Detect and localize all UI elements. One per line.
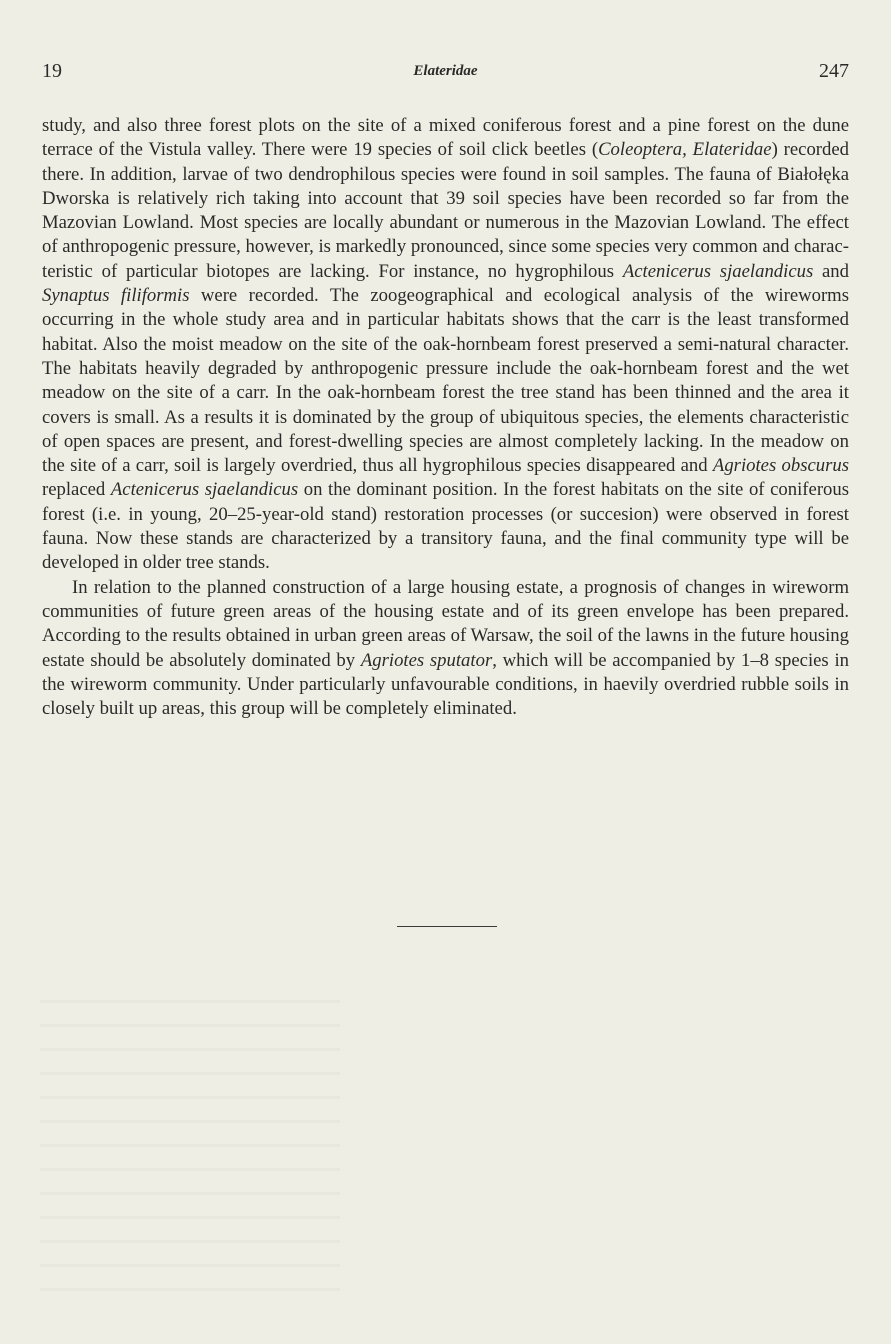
left-page-number: 19 bbox=[42, 60, 62, 82]
taxon-name: Actenicerus sjaelandicus bbox=[110, 479, 299, 501]
paragraph-1-text: study, and also three forest plots on the site of a mixed coniferous forest and a pine forest on the dune terrace of the Vistula valley. There were 19 species of soil click beetles ( bbox=[42, 115, 849, 161]
paragraph-1-text: were recorded. The zoogeographical and ecological analysis of the wireworms occurring in the whole study area and in particular habitats shows that the carr is the least transformed habitat. Also the moist meadow on the site of the oak-hornbeam forest preserved a semi-natural character. The habitats heavily degraded by anthropogenic pressure include the oak-hornbeam forest and the wet meadow on the site of a carr. In the oak-hornbeam forest the tree stand has been thinned and the area it covers is small. As a results it is dominated by the group of ubiquitous species, the elements characteristic of open spaces are present, and forest-dwelling species are almost completely lacking. In the meadow on the site of a carr, soil is largely overdried, thus all hygrophilous species disappeared and bbox=[42, 285, 849, 477]
taxon-name: Actenicerus sjaelandicus bbox=[622, 260, 814, 282]
running-head bbox=[42, 60, 849, 84]
paragraph-1-text: ) recorded there. In addition, larvae of two dendrophilous species were found in soil samples. The fauna of Białołęka Dworska is relatively rich taking into account that 39 soil species have been recorded so far from the Mazovian Lowland. Most species are locally abundant or numerous in the Mazovian Lowland. The effect of anthropogenic pressure, however, is markedly pronounced, since some species very common and characteristic of particular biotopes are lacking. For instance, no hygrophilous bbox=[42, 139, 849, 282]
paragraph-1-text: replaced bbox=[42, 479, 111, 501]
scan-bleed-through bbox=[40, 1000, 340, 1300]
paragraph-2-text: In relation to the planned construction of a large housing estate, a prognosis of changes in wireworm communities of future green areas of the housing estate and of its green envelope has been prepared. According to the results obtained in urban green areas of Warsaw, the soil of the lawns in the future housing estate should be absolutely dominated by bbox=[42, 576, 849, 671]
section-title: Elateridae bbox=[413, 63, 478, 79]
body-text bbox=[42, 114, 849, 721]
taxon-name: Agriotes obscurus bbox=[712, 455, 850, 477]
taxon-name: Agriotes sputator bbox=[360, 649, 493, 671]
paragraph-1-text: and bbox=[813, 260, 849, 282]
paragraph-1 bbox=[42, 114, 849, 576]
taxon-name: Synaptus filiformis bbox=[42, 285, 190, 307]
taxon-name: Coleoptera, Elateridae bbox=[598, 139, 772, 161]
right-page-number: 247 bbox=[819, 60, 849, 82]
paragraph-2 bbox=[42, 576, 849, 722]
section-end-rule bbox=[397, 926, 497, 927]
paragraph-1-text: on the dominant position. In the forest habitats on the site of coniferous forest (i.e. in young, 20–25-year-old stand) restoration processes (or succesion) were observed in forest fauna. Now these stands are characterized by a transitory fauna, and the final community type will be developed in older tree stands. bbox=[42, 479, 850, 574]
paragraph-2-text: , which will be accompanied by 1–8 species in the wireworm community. Under particularly unfavourable conditions, in haevily overdried rubble soils in closely built up areas, this group will be completely eliminated. bbox=[42, 649, 849, 720]
